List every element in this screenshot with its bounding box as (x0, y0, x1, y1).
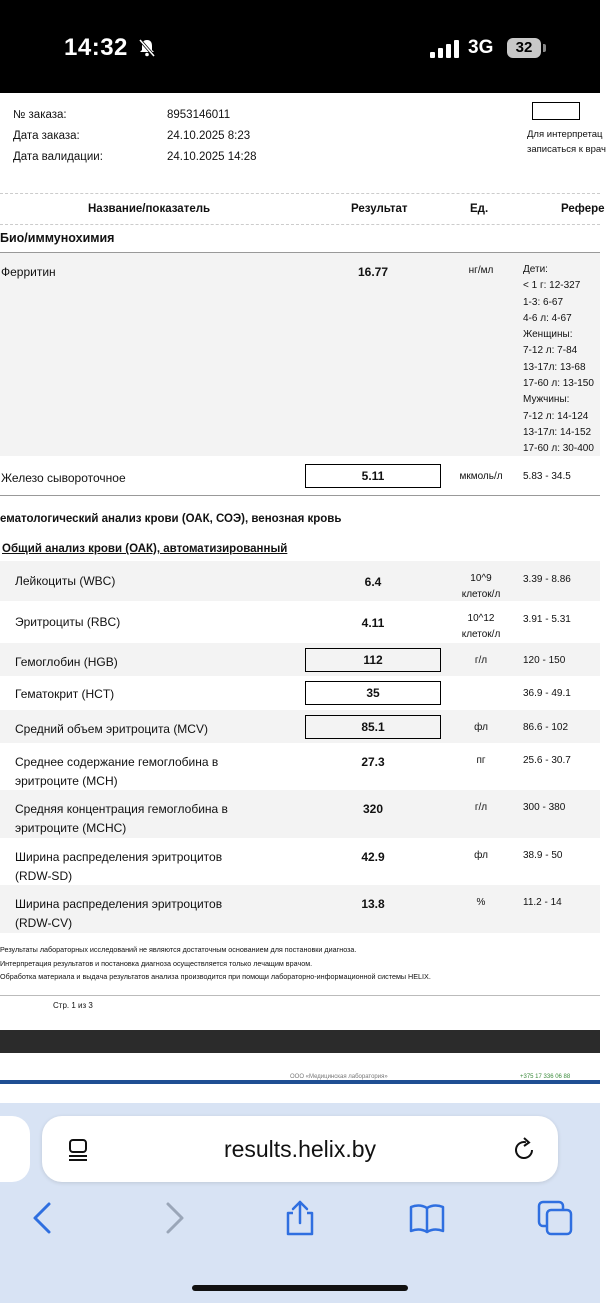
test-result-mcv-flagged: 85.1 (305, 715, 441, 739)
ref-line: 7-12 л: 7-84 (523, 345, 578, 357)
name-line: эритроците (MCH) (15, 773, 118, 788)
test-result-hgb-flagged: 112 (305, 648, 441, 672)
interpretation-note-2: записаться к врач (527, 144, 606, 155)
interpretation-note-1: Для интерпретац (527, 129, 603, 140)
order-date: 24.10.2025 8:23 (167, 130, 251, 142)
test-name-rdw-sd (15, 848, 222, 885)
unit-line: клеток/л (461, 589, 501, 600)
subsection-cbc: Общий анализ крови (ОАК), автоматизированный (2, 543, 288, 555)
url-text[interactable]: results.helix.by (223, 1136, 377, 1162)
status-time: 14:32 (64, 34, 128, 61)
bell-muted-icon (137, 38, 157, 58)
test-ref-rdw-cv: 11.2 - 14 (523, 897, 562, 908)
page-number: Стр. 1 из 3 (53, 1001, 93, 1010)
test-name-ferritin: Ферритин (1, 265, 56, 279)
header-separator-top (0, 193, 600, 194)
name-line: (RDW-CV) (15, 915, 73, 930)
test-name-rbc: Эритроциты (RBC) (15, 615, 121, 629)
test-name-iron: Железо сывороточное (1, 471, 126, 485)
qr-code-frame (532, 102, 580, 120)
test-unit-hgb: г/л (474, 655, 488, 666)
test-unit-mchc: г/л (474, 802, 488, 813)
validation-date-label: Дата валидации: (13, 151, 103, 163)
test-ref-wbc: 3.39 - 8.86 (523, 574, 571, 585)
home-indicator[interactable] (192, 1285, 408, 1291)
tabs-icon[interactable] (535, 1198, 575, 1238)
test-result-mch: 27.3 (361, 755, 385, 769)
test-ref-mchc: 300 - 380 (523, 802, 566, 813)
test-name-hgb: Гемоглобин (HGB) (15, 655, 118, 669)
status-bar (0, 0, 600, 93)
test-name-hct: Гематокрит (HCT) (15, 687, 115, 701)
ref-line: 13-17л: 13-68 (523, 361, 586, 373)
name-line: эритроците (MCHC) (15, 820, 127, 835)
name-line: Среднее содержание гемоглобина в (15, 755, 219, 769)
test-unit-iron: мкмоль/л (459, 471, 503, 482)
test-unit-rbc (442, 611, 520, 643)
test-result-wbc: 6.4 (364, 575, 382, 589)
test-result-mchc: 320 (362, 802, 384, 816)
back-icon[interactable] (23, 1198, 63, 1238)
test-unit-mch: пг (476, 755, 486, 766)
next-page-header-bar (0, 1080, 600, 1084)
ref-line: 17-60 л: 13-150 (523, 378, 594, 390)
test-ref-rdw-sd: 38.9 - 50 (523, 850, 563, 861)
signal-icon (430, 40, 460, 58)
network-type: 3G (468, 37, 494, 58)
test-unit-wbc (442, 571, 520, 603)
test-name-mchc (15, 800, 228, 837)
next-page-phone: +375 17 336 06 88 (520, 1074, 571, 1080)
next-page-header-text: ООО «Медицинская лаборатория» (290, 1074, 388, 1080)
ref-line: 17-60 л: 30-400 (523, 443, 594, 455)
reload-icon[interactable] (510, 1136, 538, 1164)
section-bio-immunochemistry: Био/иммунохимия (0, 231, 115, 245)
test-unit-mcv: фл (474, 722, 488, 733)
ref-line: < 1 г: 12-327 (523, 280, 581, 292)
row-divider (0, 252, 600, 253)
name-line: Ширина распределения эритроцитов (15, 897, 223, 911)
order-number: 8953146011 (167, 109, 231, 121)
row-divider (0, 495, 600, 496)
row-ferritin-background (0, 252, 600, 456)
unit-line: клеток/л (461, 629, 501, 640)
browser-toolbar (0, 1103, 600, 1303)
column-header-name: Название/показатель (88, 203, 211, 215)
disclaimer-line-1: Результаты лабораторных исследований не являются достаточным основанием для постановки диагноза. (0, 945, 357, 954)
ref-line: Мужчины: (523, 394, 570, 406)
ref-line: 1-3: 6-67 (523, 296, 564, 308)
unit-line: 10^12 (467, 613, 495, 624)
section-hematology: ематологический анализ крови (ОАК, СОЭ), венозная кровь (0, 513, 342, 525)
reference-list-ferritin (523, 262, 594, 458)
test-ref-hgb: 120 - 150 (523, 655, 566, 666)
bookmarks-icon[interactable] (407, 1198, 447, 1238)
ref-line: 7-12 л: 14-124 (523, 410, 589, 422)
disclaimer-line-3: Обработка материала и выдача результатов анализа производится при помощи лабораторно-информационной системы HELIX. (0, 972, 431, 981)
test-result-ferritin: 16.77 (357, 265, 389, 279)
test-result-hct-flagged: 35 (305, 681, 441, 705)
test-name-mch (15, 753, 218, 790)
test-ref-hct: 36.9 - 49.1 (523, 688, 571, 699)
footer-divider (0, 995, 600, 996)
forward-icon[interactable] (154, 1198, 194, 1238)
test-result-iron-flagged: 5.11 (305, 464, 441, 488)
test-ref-mcv: 86.6 - 102 (523, 722, 569, 733)
battery-icon: 32 (507, 38, 541, 58)
header-separator-bottom (0, 224, 600, 225)
lab-report-document (0, 93, 606, 1030)
ref-line: Женщины: (523, 329, 573, 341)
previous-tab-preview[interactable] (0, 1116, 30, 1182)
ref-line: 4-6 л: 4-67 (523, 312, 572, 324)
test-ref-iron: 5.83 - 34.5 (523, 471, 571, 482)
name-line: Ширина распределения эритроцитов (15, 850, 223, 864)
address-bar[interactable] (42, 1116, 558, 1182)
ref-line: Дети: (523, 264, 548, 275)
battery-tip (543, 44, 546, 52)
test-result-rdw-cv: 13.8 (361, 897, 385, 911)
test-result-rdw-sd: 42.9 (361, 850, 385, 864)
disclaimer-line-2: Интерпретация результатов и постановка диагноза осуществляется только лечащим врачом. (0, 959, 313, 968)
test-unit-rdw-sd: фл (474, 850, 488, 861)
name-line: Средняя концентрация гемоглобина в (15, 802, 228, 816)
test-result-rbc: 4.11 (361, 616, 385, 630)
test-ref-rbc: 3.91 - 5.31 (523, 614, 571, 625)
column-header-unit: Ед. (470, 203, 489, 215)
test-name-wbc: Лейкоциты (WBC) (15, 574, 116, 588)
order-number-label: № заказа: (13, 109, 67, 121)
column-header-reference: Рефере (561, 203, 605, 215)
share-icon[interactable] (280, 1198, 320, 1238)
ref-line: 13-17л: 14-152 (523, 426, 592, 438)
test-ref-mch: 25.6 - 30.7 (523, 755, 571, 766)
test-name-mcv: Средний объем эритроцита (MCV) (15, 722, 208, 736)
name-line: (RDW-SD) (15, 868, 73, 883)
page-gap (0, 1030, 600, 1053)
test-unit-rdw-cv: % (476, 897, 486, 908)
order-date-label: Дата заказа: (13, 130, 80, 142)
unit-line: 10^9 (470, 573, 492, 584)
test-name-rdw-cv (15, 895, 222, 932)
test-unit-ferritin: нг/мл (468, 265, 494, 276)
validation-date: 24.10.2025 14:28 (167, 151, 257, 163)
column-header-result: Результат (351, 203, 408, 215)
